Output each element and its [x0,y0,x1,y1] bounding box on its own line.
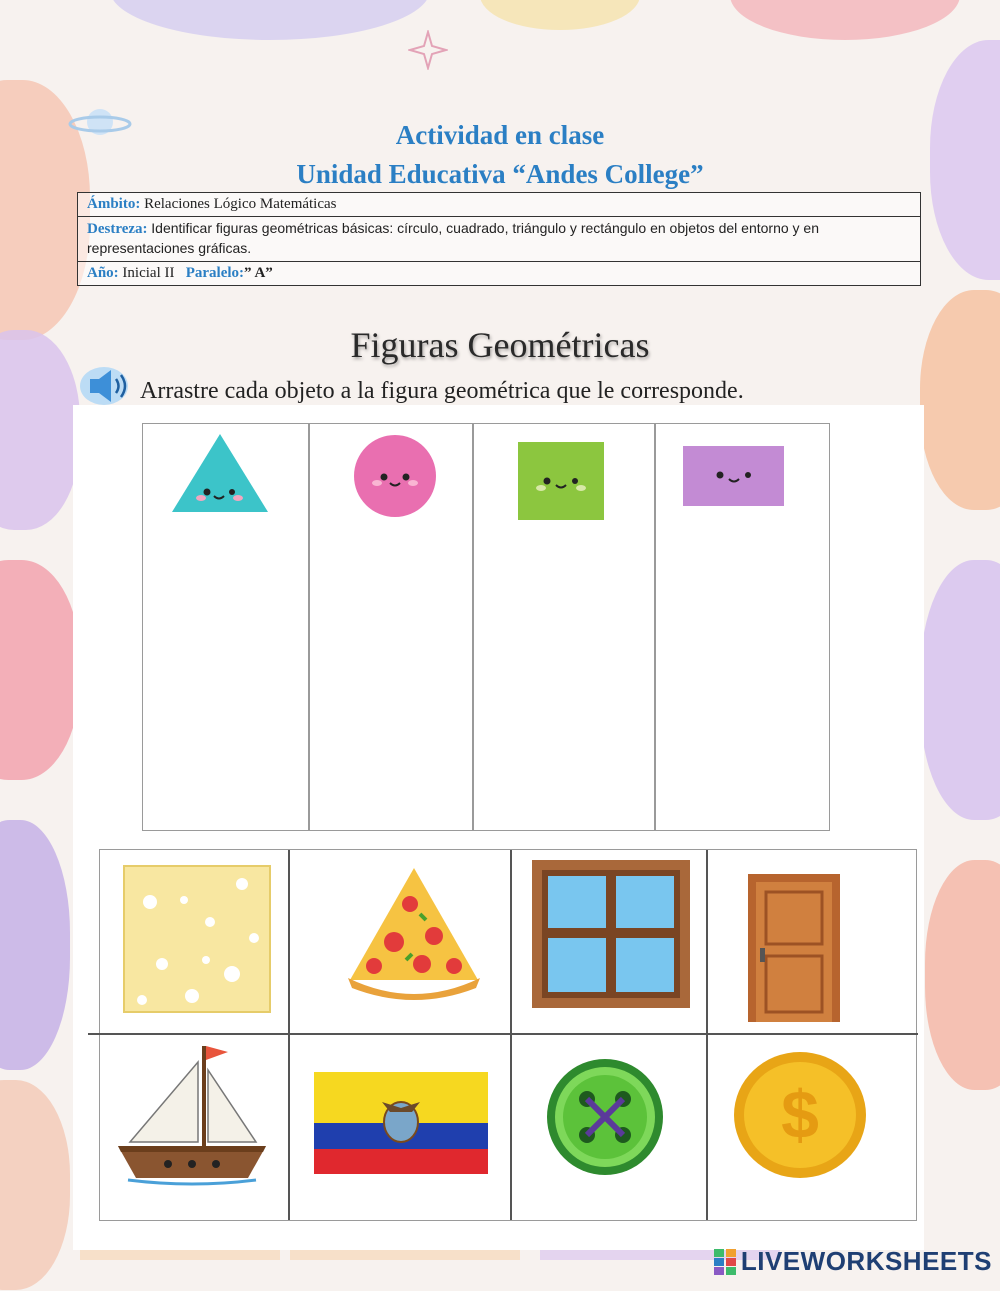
cheese-icon[interactable] [122,864,272,1014]
svg-text:$: $ [781,1077,819,1153]
grid-divider [88,1033,918,1035]
info-table [77,192,921,286]
background-blob [0,1080,70,1290]
pizza-slice-icon[interactable] [344,862,484,1000]
circle-icon [352,433,438,519]
button-icon[interactable] [544,1056,666,1178]
background-blob [110,0,430,40]
anio-label: Año: [87,265,119,281]
school-name: Unidad Educativa “Andes College” [296,159,704,189]
window-icon[interactable] [530,858,692,1010]
paralelo-value: ” A” [244,265,273,281]
footer-strip [80,1250,280,1260]
ambito-label: Ámbito: [87,196,141,212]
grid-divider [510,850,512,1220]
drop-zone-triangle[interactable] [142,423,309,831]
gold-coin-icon[interactable] [732,1050,868,1180]
square-icon [517,441,605,521]
background-blob [730,0,960,40]
logo-text: LIVEWORKSHEETS [740,1246,992,1276]
ambito-value: Relaciones Lógico Matemáticas [144,196,337,212]
footer-strip [290,1250,520,1260]
destreza-label: Destreza: [87,221,148,237]
grid-divider [288,850,290,1220]
anio-row [78,262,920,285]
rectangle-icon [682,445,785,507]
anio-value: Inicial II [122,265,175,281]
liveworksheets-logo [714,1246,992,1277]
ambito-row [78,193,920,217]
background-blob [925,860,1000,1090]
background-blob [480,0,640,30]
background-blob [920,290,1000,510]
section-heading: Figuras Geométricas [350,325,650,365]
sailboat-icon[interactable] [108,1042,276,1192]
sparkle-icon [408,30,448,70]
logo-icon [714,1249,736,1275]
background-blob [0,820,70,1070]
drop-zone-circle[interactable] [309,423,473,831]
items-grid [99,849,917,1221]
destreza-row [78,217,920,262]
door-icon[interactable] [746,872,842,1024]
background-blob [920,560,1000,820]
paralelo-label: Paralelo: [185,265,245,281]
speaker-icon[interactable] [78,364,134,408]
drop-zone-rectangle[interactable] [655,423,830,831]
page-title: Actividad en clase [395,120,605,150]
ecuador-flag-icon[interactable] [314,1072,488,1174]
destreza-value: Identificar figuras geométricas básicas: círculo, cuadrado, triángulo y rectángulo en objetos del entorno y en representaciones gráficas. [87,220,819,256]
grid-divider [706,850,708,1220]
drag-drop-area [73,405,924,1250]
instruction-text: Arrastre cada objeto a la figura geométrica que le corresponde. [140,378,744,404]
triangle-icon [170,432,270,514]
drop-zone-square[interactable] [473,423,655,831]
background-blob [0,560,80,780]
